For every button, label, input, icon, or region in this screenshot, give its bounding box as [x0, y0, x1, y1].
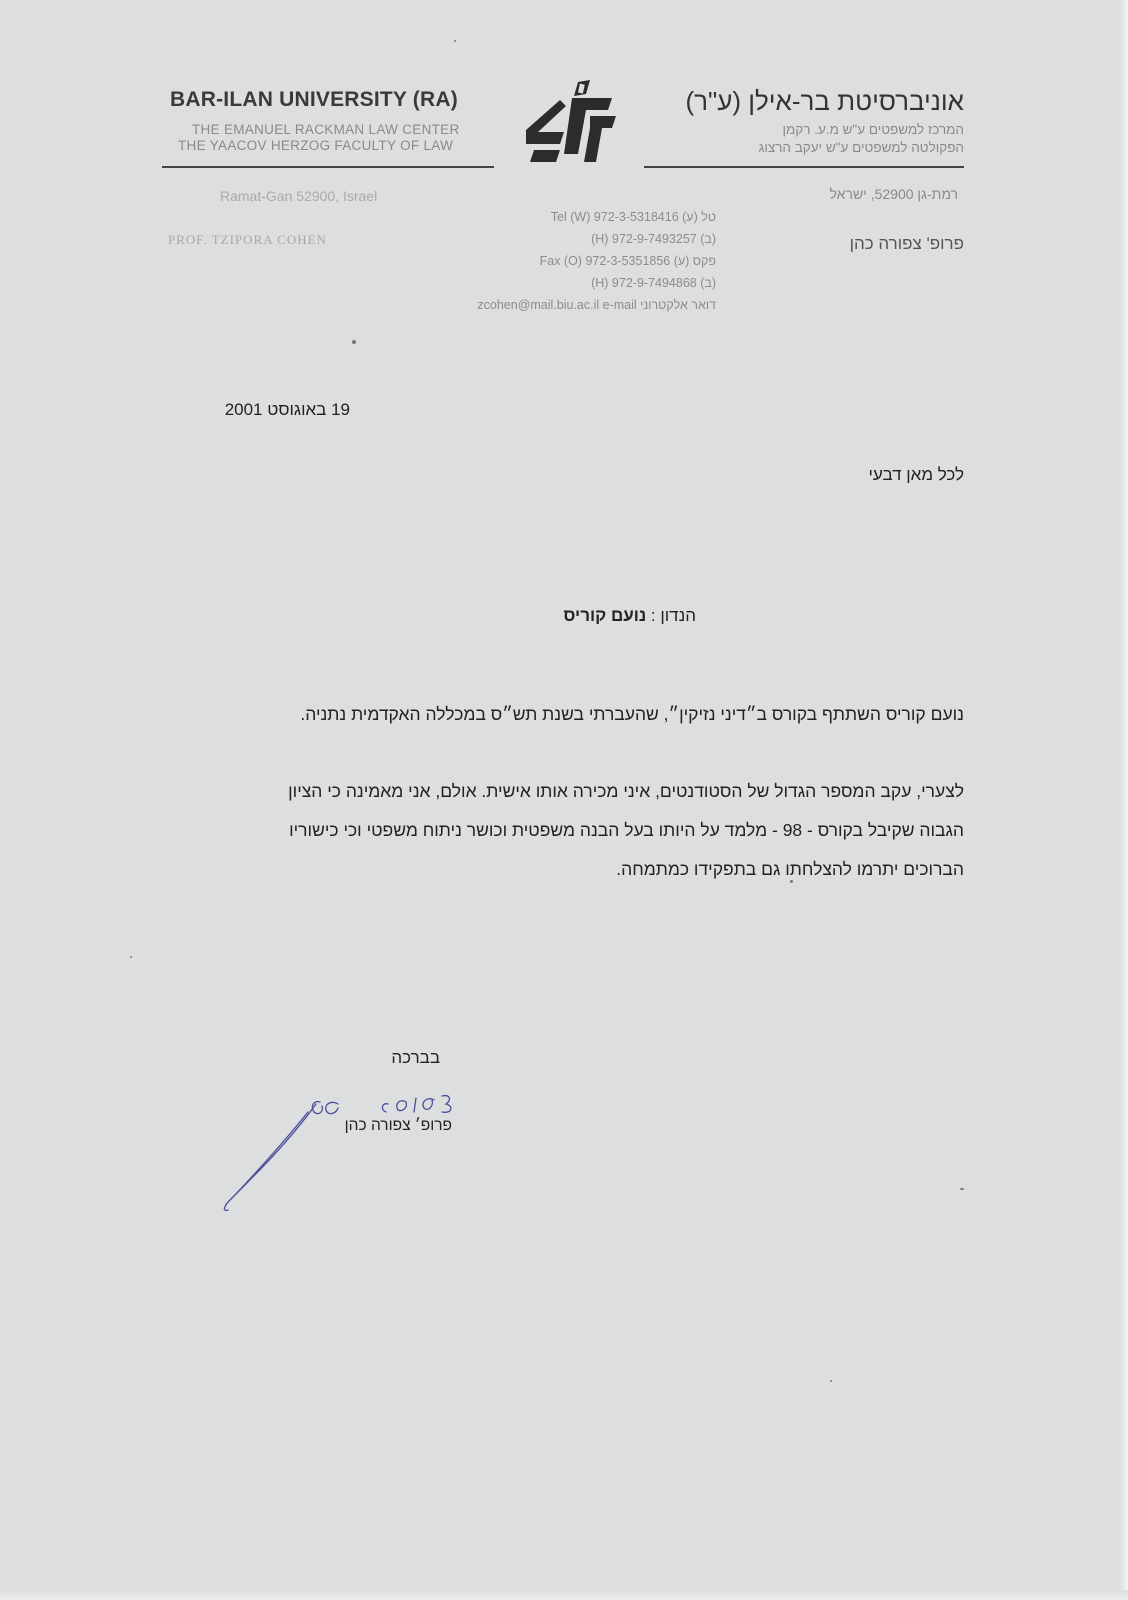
closing-greeting: בברכה: [391, 1048, 440, 1067]
scan-edge-bottom: [0, 1590, 1128, 1600]
scan-speck: [454, 40, 456, 42]
signature-name: פרופ׳ צפורה כהן: [344, 1117, 452, 1134]
scan-speck: [130, 956, 132, 958]
letter-addressee: לכל מאן דבעי: [868, 465, 964, 484]
scan-speck: [790, 880, 793, 883]
city-en: Ramat-Gan 52900, Israel: [220, 188, 378, 204]
university-name-en: BAR-ILAN UNIVERSITY (RA): [170, 88, 458, 111]
paragraph-2: [170, 772, 964, 889]
university-logo-icon: [520, 78, 622, 168]
paragraph-2-line: הגבוה שקיבל בקורס - 98 - מלמד על היותו בעל הבנה משפטית וכושר ניתוח משפטי וכי כישוריו: [289, 820, 964, 840]
handwritten-signature: [220, 1090, 470, 1220]
professor-name-he: פרופ' צפורה כהן: [849, 234, 964, 253]
city-he: רמת-גן 52900, ישראל: [829, 186, 958, 202]
letter-subject: [440, 606, 696, 626]
fax-home: (ב) 972-9-7494868 (H): [591, 276, 716, 290]
university-name-he: אוניברסיטת בר-אילן (ע"ר): [685, 86, 964, 116]
paragraph-1: נועם קוריס השתתף בקורס ב״דיני נזיקין״, שהעברתי בשנת תש״ס במכללה האקדמית נתניה.: [300, 704, 964, 724]
paragraph-2-line: הברוכים יתרמו להצלחתו גם בתפקידו כמתמחה.: [616, 859, 964, 879]
scan-edge-right: [1120, 0, 1128, 1600]
faculty-name-he: הפקולטה למשפטים ע"ש יעקב הרצוג: [758, 140, 964, 155]
law-center-name-en: THE EMANUEL RACKMAN LAW CENTER: [192, 122, 460, 137]
letterhead-rule-right: [644, 166, 964, 168]
phone-work: טל (ע) 972-3-5318416 Tel (W): [550, 210, 716, 224]
letter-date: 19 באוגוסט 2001: [224, 400, 350, 419]
fax-work: פקס (ע) 972-3-5351856 Fax (O): [539, 254, 716, 268]
scan-speck: [960, 1188, 964, 1190]
law-center-name-he: המרכז למשפטים ע"ש מ.ע. רקמן: [782, 122, 964, 137]
email: דואר אלקטרוני zcohen@mail.biu.ac.il e-mail: [477, 298, 716, 312]
contact-block: [420, 206, 716, 316]
paragraph-2-line: לצערי, עקב המספר הגדול של הסטודנטים, איני מכירה אותו אישית. אולם, אני מאמינה כי הציון: [288, 781, 964, 801]
scan-speck: [830, 1380, 832, 1382]
subject-label: הנדון :: [650, 606, 696, 625]
letterhead-rule-left: [162, 166, 494, 168]
faculty-name-en: THE YAACOV HERZOG FACULTY OF LAW: [178, 138, 454, 153]
professor-name-en: PROF. TZIPORA COHEN: [168, 232, 327, 247]
phone-home: (ב) 972-9-7493257 (H): [591, 232, 716, 246]
scan-speck: [352, 340, 356, 344]
subject-name: נועם קוריס: [563, 606, 647, 625]
